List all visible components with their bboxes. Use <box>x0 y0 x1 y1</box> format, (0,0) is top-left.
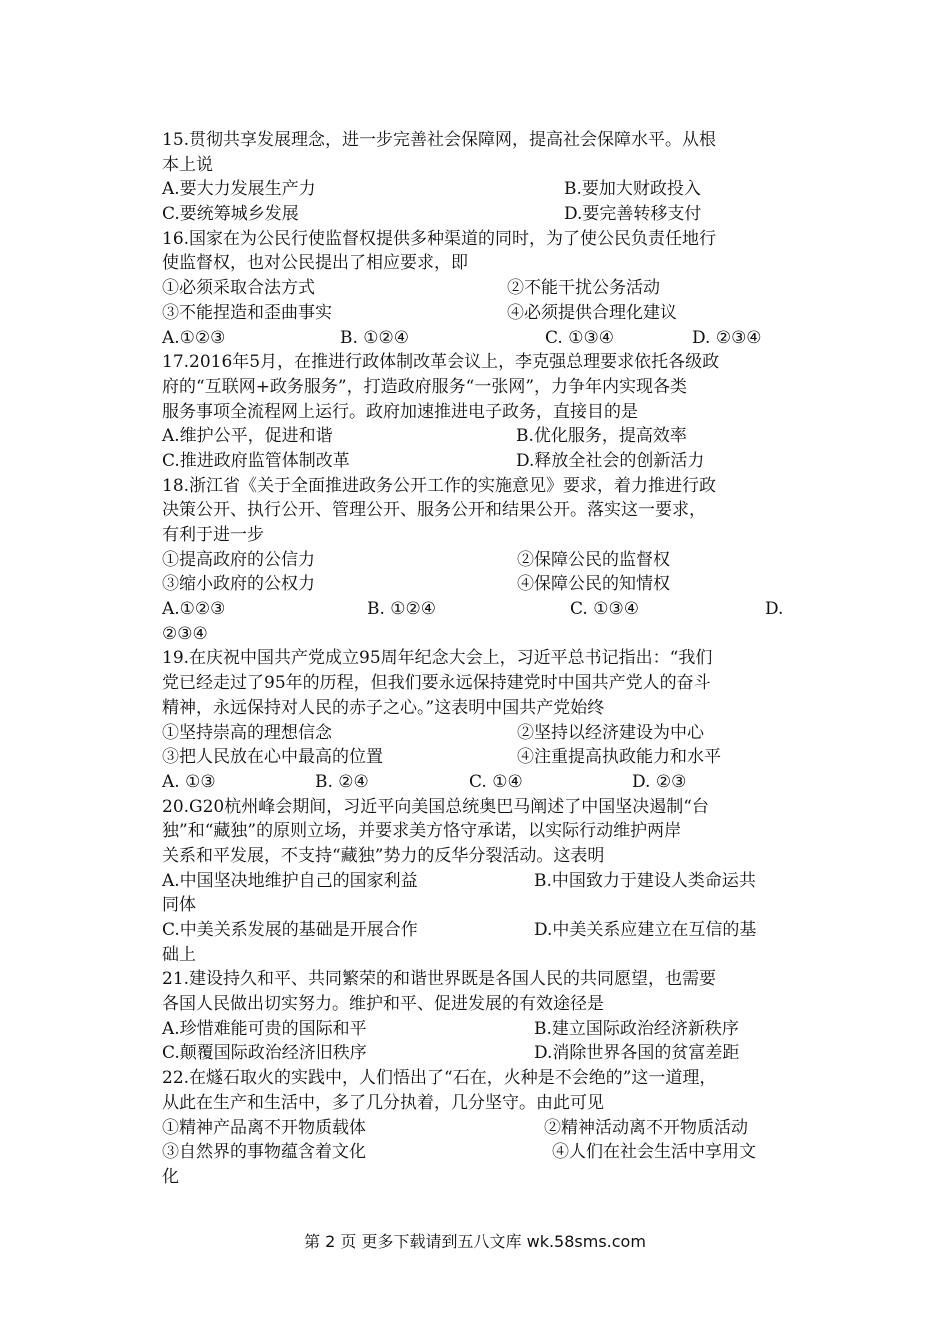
question-15-stem-line-2: 本上说 <box>162 154 213 175</box>
question-18-stem-line-2: 决策公开、执行公开、管理公开、服务公开和结果公开。落实这一要求， <box>162 500 706 521</box>
question-19-stem-line-1: 19.在庆祝中国共产党成立95周年纪念大会上，习近平总书记指出：“我们 <box>162 648 713 669</box>
option-c: C.颠覆国际政治经济旧秩序 <box>162 1043 367 1064</box>
answer-c: C. ①④ <box>469 771 523 792</box>
option-b: B.要加大财政投入 <box>564 179 701 200</box>
question-19-stem-line-3: 精神，永远保持对人民的赤子之心。”这表明中国共产党始终 <box>162 697 605 718</box>
item-4: ④保障公民的知情权 <box>517 574 670 595</box>
question-21-stem-line-1: 21.建设持久和平、共同繁荣的和谐世界既是各国人民的共同愿望，也需要 <box>162 969 717 990</box>
option-d: D.要完善转移支付 <box>564 204 702 225</box>
question-18-stem-line-3: 有利于进一步 <box>162 525 264 545</box>
question-16-answers-row <box>162 326 802 351</box>
question-22-item-4-wrap: 化 <box>162 1166 179 1187</box>
item-4: ④人们在社会生活中享用文 <box>552 1142 756 1163</box>
document-page <box>162 128 802 1190</box>
answer-d: D. ②③④ <box>692 327 762 348</box>
option-d: D.中美关系应建立在互信的基 <box>534 920 757 940</box>
page-footer: 第 2 页 更多下载请到五八文库 wk.58sms.com <box>304 1232 646 1251</box>
item-2: ②不能干扰公务活动 <box>507 278 660 299</box>
item-2: ②精神活动离不开物质活动 <box>544 1117 748 1138</box>
question-18-stem-line-1: 18.浙江省《关于全面推进政务公开工作的实施意见》要求，着力推进行政 <box>162 475 717 496</box>
answer-a: A.①②③ <box>162 327 226 348</box>
question-16-items-row-1 <box>162 276 802 301</box>
answer-b: B. ①②④ <box>340 327 410 348</box>
question-17-options-row-2 <box>162 449 802 474</box>
question-16-stem-line-2: 使监督权，也对公民提出了相应要求，即 <box>162 253 468 274</box>
question-22-stem-line-2: 从此在生产和生活中，多了几分执着，几分坚守。由此可见 <box>162 1092 604 1113</box>
answer-c: C. ①③④ <box>545 327 614 348</box>
answer-b: B. ②④ <box>315 771 369 792</box>
item-2: ②坚持以经济建设为中心 <box>517 722 704 743</box>
question-15-options-row-1 <box>162 177 802 202</box>
answer-a: A.①②③ <box>162 599 226 620</box>
question-17-stem-line-3: 服务事项全流程网上运行。政府加速推进电子政务，直接目的是 <box>162 401 638 422</box>
item-1: ①提高政府的公信力 <box>162 549 315 570</box>
question-16-stem-line-1: 16.国家在为公民行使监督权提供多种渠道的同时，为了使公民负责任地行 <box>162 228 717 249</box>
question-20-stem-line-1: 20.G20杭州峰会期间，习近平向美国总统奥巴马阐述了中国坚决遏制“台 <box>162 796 709 817</box>
question-21-options-row-2 <box>162 1041 802 1066</box>
option-c: C.推进政府监管体制改革 <box>162 450 350 471</box>
question-17-stem-line-2: 府的“互联网+政务服务”，打造政府服务“一张网”，力争年内实现各类 <box>162 376 688 397</box>
question-15-stem-line-1: 15.贯彻共享发展理念，进一步完善社会保障网，提高社会保障水平。从根 <box>162 130 717 150</box>
question-15-options-row-2 <box>162 202 802 227</box>
option-a: A.珍惜难能可贵的国际和平 <box>162 1018 367 1039</box>
question-17-stem-line-1: 17.2016年5月，在推进行政体制改革会议上，李克强总理要求依托各级政 <box>162 352 720 373</box>
question-19-stem-line-2: 党已经走过了95年的历程，但我们要永远保持建党时中国共产党人的奋斗 <box>162 673 711 694</box>
question-22-items-row-1 <box>162 1116 802 1141</box>
question-19-answers-row <box>162 770 802 795</box>
option-d: D.消除世界各国的贫富差距 <box>534 1043 740 1064</box>
question-17-options-row-1 <box>162 424 802 449</box>
item-4: ④注重提高执政能力和水平 <box>517 747 721 768</box>
question-20-option-b-wrap: 同体 <box>162 895 196 916</box>
question-20-stem-line-2: 独”和“藏独”的原则立场，并要求美方恪守承诺，以实际行动维护两岸 <box>162 821 682 842</box>
answer-d: D. <box>765 599 784 620</box>
option-a: A.要大力发展生产力 <box>162 179 316 200</box>
question-18-items-row-2 <box>162 572 802 597</box>
option-b: B.中国致力于建设人类命运共 <box>534 870 756 891</box>
answer-a: A. ①③ <box>162 771 216 792</box>
answer-d: D. ②③ <box>632 771 687 792</box>
item-3: ③缩小政府的公权力 <box>162 574 315 595</box>
item-1: ①坚持崇高的理想信念 <box>162 722 332 743</box>
item-3: ③自然界的事物蕴含着文化 <box>162 1142 366 1163</box>
question-21-options-row-1 <box>162 1017 802 1042</box>
option-c: C.中美关系发展的基础是开展合作 <box>162 920 418 940</box>
item-3: ③不能捏造和歪曲事实 <box>162 302 332 323</box>
question-16-items-row-2 <box>162 301 802 326</box>
item-1: ①必须采取合法方式 <box>162 278 315 299</box>
option-c: C.要统筹城乡发展 <box>162 204 299 225</box>
question-18-answer-d-wrap: ②③④ <box>162 623 208 644</box>
question-20-option-d-wrap: 础上 <box>162 944 196 965</box>
question-20-stem-line-3: 关系和平发展，不支持“藏独”势力的反华分裂活动。这表明 <box>162 845 605 866</box>
question-22-stem-line-1: 22.在燧石取火的实践中，人们悟出了“石在，火种是不会绝的”这一道理， <box>162 1068 717 1089</box>
option-b: B.优化服务，提高效率 <box>516 426 687 447</box>
item-1: ①精神产品离不开物质载体 <box>162 1117 366 1138</box>
option-b: B.建立国际政治经济新秩序 <box>534 1018 739 1039</box>
item-3: ③把人民放在心中最高的位置 <box>162 747 383 768</box>
question-19-items-row-1 <box>162 721 802 746</box>
question-22-items-row-2 <box>162 1140 802 1165</box>
question-21-stem-line-2: 各国人民做出切实努力。维护和平、促进发展的有效途径是 <box>162 994 604 1015</box>
item-2: ②保障公民的监督权 <box>517 549 670 570</box>
question-18-items-row-1 <box>162 548 802 573</box>
answer-b: B. ①②④ <box>367 599 437 620</box>
item-4: ④必须提供合理化建议 <box>507 302 677 323</box>
question-19-items-row-2 <box>162 745 802 770</box>
question-20-options-row-1 <box>162 869 802 894</box>
question-18-answers-row <box>162 597 802 622</box>
option-d: D.释放全社会的创新活力 <box>516 450 705 471</box>
option-a: A.中国坚决地维护自己的国家利益 <box>162 870 418 891</box>
answer-c: C. ①③④ <box>570 599 639 620</box>
question-20-options-row-2 <box>162 918 802 943</box>
option-a: A.维护公平，促进和谐 <box>162 426 333 447</box>
